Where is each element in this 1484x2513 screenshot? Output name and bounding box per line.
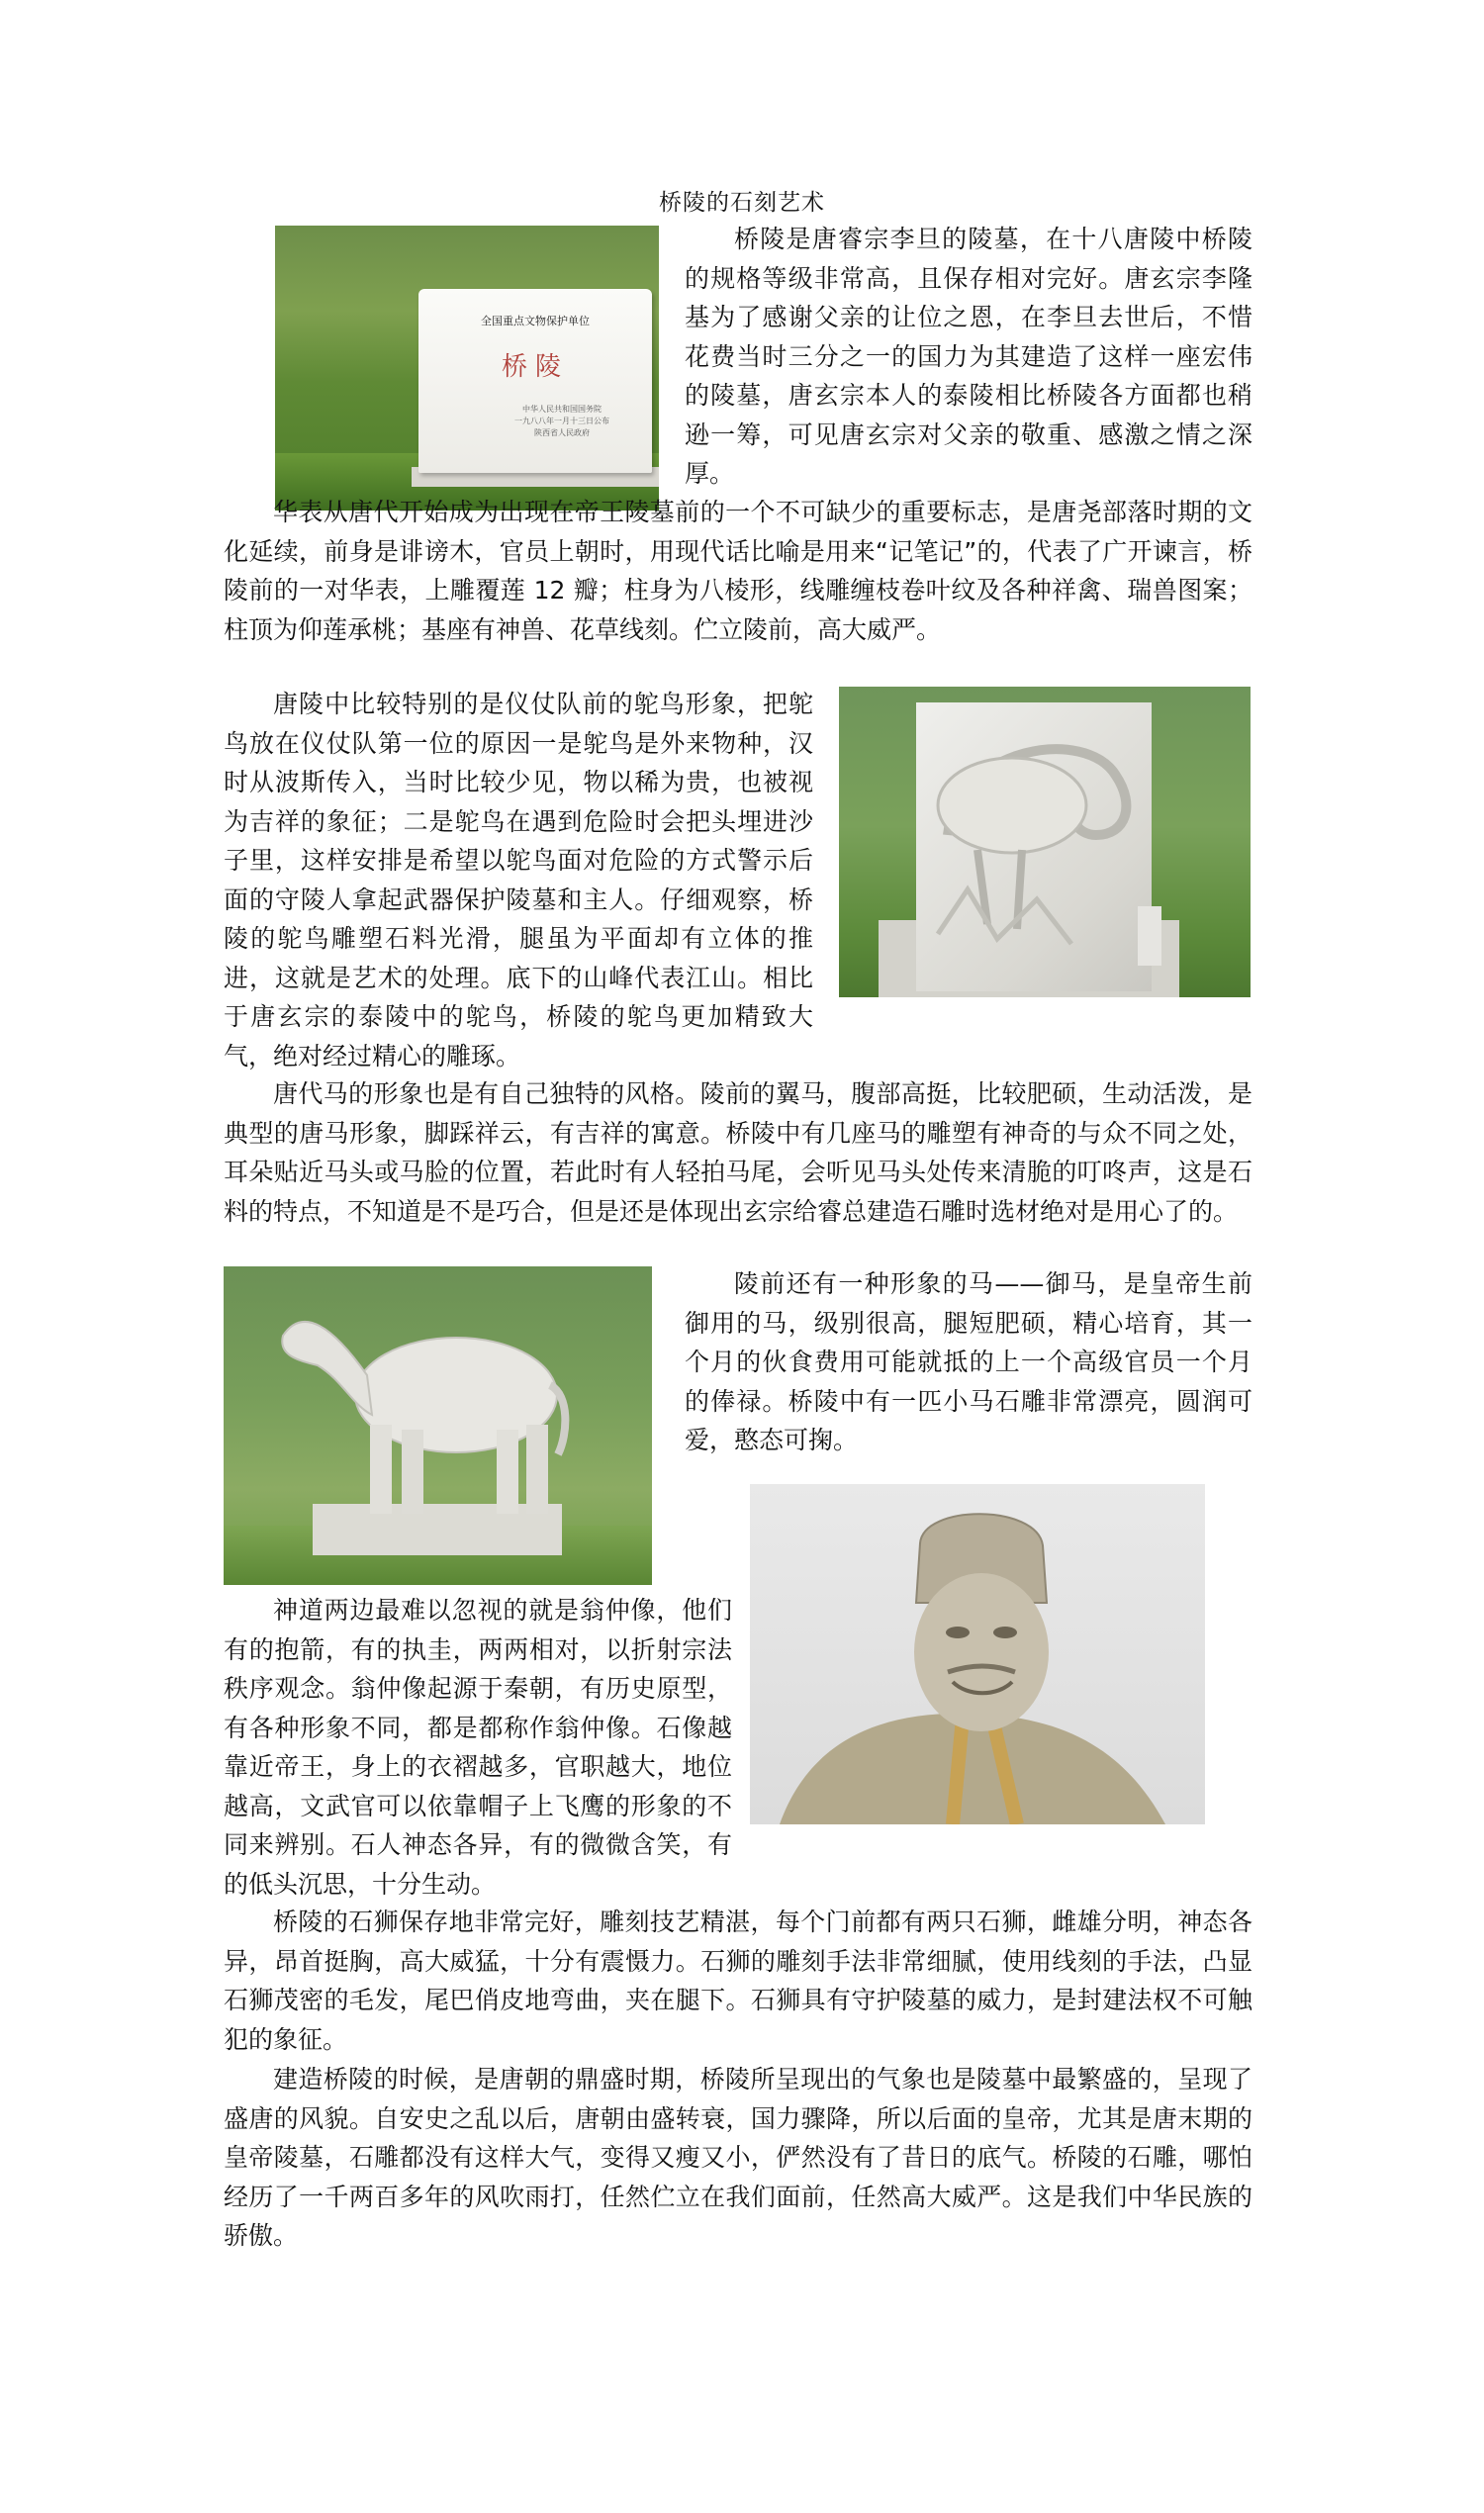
stele-caption-line: 陕西省人民政府 bbox=[534, 428, 590, 437]
stele-name: 桥陵 bbox=[501, 352, 569, 382]
stele-photo bbox=[275, 226, 659, 511]
paragraph-conclusion: 建造桥陵的时候，是唐朝的鼎盛时期，桥陵所呈现出的气象也是陵墓中最繁盛的，呈现了盛唐的风貌。自安史之乱以后，唐朝由盛转衰，国力骤降，所以后面的皇帝，尤其是唐末期的皇帝陵墓，石雕都没有这样大气，变得又瘦又小，俨然没有了昔日的底气。桥陵的石雕，哪怕经历了一千两百多年的风吹雨打，任然伫立在我们面前，任然高大威严。这是我们中华民族的骄傲。 bbox=[224, 2065, 1252, 2250]
stele-caption-line: 一九八八年一月十三日公布 bbox=[514, 417, 609, 425]
paragraph-stone-lion: 桥陵的石狮保存地非常完好，雕刻技艺精湛，每个门前都有两只石狮，雌雄分明，神态各异，昂首挺胸，高大威猛，十分有震慑力。石狮的雕刻手法非常细腻，使用线刻的手法，凸显石狮茂密的毛发，尾巴俏皮地弯曲，夹在腿下。石狮具有守护陵墓的威力，是封建法权不可触犯的象征。 bbox=[224, 1908, 1252, 2054]
ostrich-relief-photo bbox=[839, 687, 1251, 997]
ostrich-carving bbox=[839, 687, 1251, 997]
paragraph-imperial-horse: 陵前还有一种形象的马——御马，是皇帝生前御用的马，级别很高，腿短肥硕，精心培育，其一个月的伙食费用可能就抵的上一个高级官员一个月的俸禄。桥陵中有一匹小马石雕非常漂亮，圆润可爱，憨态可掬。 bbox=[685, 1269, 1252, 1454]
horse-statue-photo bbox=[224, 1266, 652, 1585]
paragraph-qiaoling-intro: 桥陵是唐睿宗李旦的陵墓，在十八唐陵中桥陵的规格等级非常高，且保存相对完好。唐玄宗李隆基为了感谢父亲的让位之恩，在李旦去世后，不惜花费当时三分之一的国力为其建造了这样一座宏伟的陵墓，唐玄宗本人的泰陵相比桥陵各方面都也稍逊一筹，可见唐玄宗对父亲的敬重、感激之情之深厚。 bbox=[685, 225, 1252, 488]
paragraph-wengzhong: 神道两边最难以忽视的就是翁仲像，他们有的抱箭，有的执圭，两两相对，以折射宗法秩序观念。翁仲像起源于秦朝，有历史原型，有各种形象不同，都是都称作翁仲像。石像越靠近帝王，身上的衣褶越多，官职越大，地位越高，文武官可以依靠帽子上飞鹰的形象的不同来辨别。石人神态各异，有的微微含笑，有的低头沉思，十分生动。 bbox=[224, 1596, 732, 1899]
paragraph-tang-horse: 唐代马的形象也是有自己独特的风格。陵前的翼马，腹部高挺，比较肥硕，生动活泼，是典型的唐马形象，脚踩祥云，有吉祥的寓意。桥陵中有几座马的雕塑有神奇的与众不同之处，耳朵贴近马头或马脸的位置，若此时有人轻拍马尾，会听见马头处传来清脆的叮咚声，这是石料的特点，不知道是不是巧合，但是还是体现出玄宗给睿总建造石雕时选材绝对是用心了的。 bbox=[224, 1079, 1252, 1226]
stele-stone bbox=[418, 289, 652, 473]
wengzhong-statue-photo bbox=[750, 1484, 1205, 1824]
stone-official-bust bbox=[750, 1484, 1205, 1824]
page-title: 桥陵的石刻艺术 bbox=[659, 190, 825, 216]
stele-caption-line: 中华人民共和国国务院 bbox=[522, 405, 602, 414]
stele-heading: 全国重点文物保护单位 bbox=[481, 315, 590, 327]
paragraph-huabiao: 华表从唐代开始成为出现在帝王陵墓前的一个不可缺少的重要标志，是唐尧部落时期的文化延续，前身是诽谤木，官员上朝时，用现代话比喻是用来“记笔记”的，代表了广开谏言，桥陵前的一对华表，上雕覆莲 12 瓣；柱身为八棱形，线雕缠枝卷叶纹及各种祥禽、瑞兽图案；柱顶为仰莲承桃；基座有神兽、花草线刻。伫立陵前，高大威严。 bbox=[224, 498, 1252, 644]
horse-statue bbox=[224, 1266, 652, 1585]
paragraph-ostrich: 唐陵中比较特别的是仪仗队前的鸵鸟形象，把鸵鸟放在仪仗队第一位的原因一是鸵鸟是外来物种，汉时从波斯传入，当时比较少见，物以稀为贵，也被视为吉祥的象征；二是鸵鸟在遇到危险时会把头埋进沙子里，这样安排是希望以鸵鸟面对危险的方式警示后面的守陵人拿起武器保护陵墓和主人。仔细观察，桥陵的鸵鸟雕塑石料光滑，腿虽为平面却有立体的推进，这就是艺术的处理。底下的山峰代表江山。相比于唐玄宗的泰陵中的鸵鸟，桥陵的鸵鸟更加精致大气，绝对经过精心的雕琢。 bbox=[224, 690, 813, 1070]
